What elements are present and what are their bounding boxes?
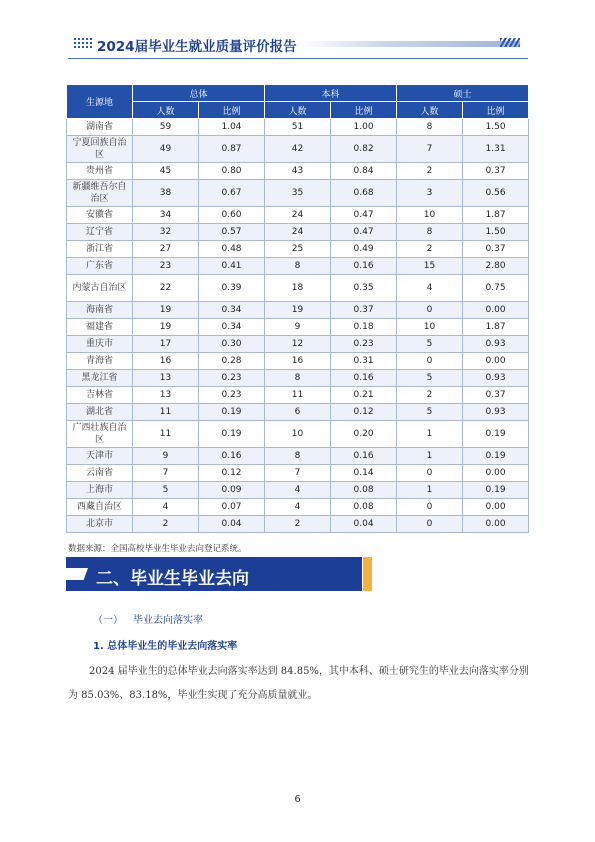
subheader-ratio: 比例 [199,102,265,119]
table-row [67,119,529,136]
ratio-cell: 0.00 [463,302,529,319]
ratio-cell: 1.00 [331,119,397,136]
region-cell: 新疆维吾尔自治区 [67,180,133,207]
count-cell: 42 [265,136,331,163]
banner-accent [363,557,372,591]
ratio-cell: 0.00 [463,465,529,482]
header-group-master: 硕士 [397,85,529,102]
ratio-cell: 0.07 [199,499,265,516]
ratio-cell: 0.19 [463,482,529,499]
ratio-cell: 0.16 [331,258,397,275]
count-cell: 2 [265,516,331,533]
body-paragraph: 2024 届毕业生的总体毕业去向落实率达到 84.85%，其中本科、硕士研究生的毕业去向落实率分别为 85.03%、83.18%，毕业生实现了充分高质量就业。 [68,666,529,701]
table-row [67,448,529,465]
header-region: 生源地 [67,85,133,119]
subheader-count: 人数 [133,102,199,119]
region-cell: 重庆市 [67,336,133,353]
ratio-cell: 0.68 [331,180,397,207]
count-cell: 19 [265,302,331,319]
table-row [67,224,529,241]
count-cell: 2 [397,241,463,258]
header-group-total: 总体 [133,85,265,102]
source-note: 数据来源：全国高校毕业生毕业去向登记系统。 [68,544,247,554]
ratio-cell: 2.80 [463,258,529,275]
region-cell: 安徽省 [67,207,133,224]
ratio-cell: 0.47 [331,207,397,224]
count-cell: 19 [133,319,199,336]
table-row [67,387,529,404]
ratio-cell: 0.30 [199,336,265,353]
ratio-cell: 0.12 [199,465,265,482]
ratio-cell: 0.39 [199,275,265,302]
count-cell: 23 [133,258,199,275]
count-cell: 22 [133,275,199,302]
region-cell: 广西壮族自治区 [67,421,133,448]
ratio-cell: 0.00 [463,499,529,516]
ratio-cell: 0.93 [463,370,529,387]
table-body [67,119,529,533]
table-row [67,319,529,336]
count-cell: 4 [265,499,331,516]
count-cell: 0 [397,353,463,370]
ratio-cell: 0.04 [199,516,265,533]
count-cell: 11 [133,404,199,421]
ratio-cell: 0.93 [463,404,529,421]
count-cell: 0 [397,302,463,319]
count-cell: 13 [133,387,199,404]
count-cell: 16 [265,353,331,370]
count-cell: 9 [133,448,199,465]
ratio-cell: 0.16 [331,370,397,387]
section-title: 二、毕业生毕业去向 [96,569,249,589]
ratio-cell: 0.82 [331,136,397,163]
table-row [67,499,529,516]
ratio-cell: 0.18 [331,319,397,336]
count-cell: 24 [265,224,331,241]
ratio-cell: 0.67 [199,180,265,207]
dot-grid-icon [73,37,93,49]
count-cell: 1 [397,482,463,499]
region-cell: 浙江省 [67,241,133,258]
subsection-title: 毕业去向落实率 [133,615,203,626]
page-number: 6 [294,794,301,805]
ratio-cell: 1.04 [199,119,265,136]
count-cell: 5 [133,482,199,499]
ratio-cell: 1.87 [463,319,529,336]
ratio-cell: 0.19 [463,421,529,448]
ratio-cell: 1.87 [463,207,529,224]
count-cell: 2 [397,163,463,180]
table-row [67,516,529,533]
header-stripes-icon [500,38,520,47]
subheader-ratio: 比例 [331,102,397,119]
region-cell: 广东省 [67,258,133,275]
page-header [0,0,595,62]
region-cell: 湖南省 [67,119,133,136]
ratio-cell: 1.31 [463,136,529,163]
region-cell: 内蒙古自治区 [67,275,133,302]
ratio-cell: 0.37 [331,302,397,319]
region-cell: 北京市 [67,516,133,533]
count-cell: 35 [265,180,331,207]
count-cell: 5 [397,336,463,353]
ratio-cell: 0.84 [331,163,397,180]
count-cell: 8 [265,258,331,275]
subheader-count: 人数 [397,102,463,119]
ratio-cell: 0.19 [199,404,265,421]
table-row [67,241,529,258]
count-cell: 19 [133,302,199,319]
subheader-count: 人数 [265,102,331,119]
ratio-cell: 0.34 [199,319,265,336]
count-cell: 51 [265,119,331,136]
ratio-cell: 0.04 [331,516,397,533]
ratio-cell: 0.31 [331,353,397,370]
region-cell: 吉林省 [67,387,133,404]
region-cell: 宁夏回族自治区 [67,136,133,163]
subsection-heading [93,611,203,626]
region-cell: 辽宁省 [67,224,133,241]
table-row [67,275,529,302]
region-cell: 青海省 [67,353,133,370]
count-cell: 8 [265,370,331,387]
ratio-cell: 0.23 [199,387,265,404]
count-cell: 4 [397,275,463,302]
table-row [67,136,529,163]
region-cell: 黑龙江省 [67,370,133,387]
count-cell: 0 [397,465,463,482]
count-cell: 17 [133,336,199,353]
count-cell: 45 [133,163,199,180]
count-cell: 15 [397,258,463,275]
count-cell: 3 [397,180,463,207]
ratio-cell: 0.00 [463,516,529,533]
table-row [67,465,529,482]
region-cell: 西藏自治区 [67,499,133,516]
count-cell: 8 [397,119,463,136]
count-cell: 24 [265,207,331,224]
ratio-cell: 0.37 [463,241,529,258]
region-cell: 福建省 [67,319,133,336]
ratio-cell: 0.93 [463,336,529,353]
ratio-cell: 0.14 [331,465,397,482]
ratio-cell: 0.09 [199,482,265,499]
ratio-cell: 0.08 [331,482,397,499]
count-cell: 10 [397,319,463,336]
table-row [67,302,529,319]
ratio-cell: 1.50 [463,119,529,136]
count-cell: 12 [265,336,331,353]
region-cell: 云南省 [67,465,133,482]
ratio-cell: 0.23 [331,336,397,353]
table-row [67,336,529,353]
region-cell: 海南省 [67,302,133,319]
count-cell: 10 [397,207,463,224]
ratio-cell: 0.12 [331,404,397,421]
ratio-cell: 0.28 [199,353,265,370]
count-cell: 34 [133,207,199,224]
ratio-cell: 0.08 [331,499,397,516]
subsection-number: （一） [93,615,123,626]
count-cell: 43 [265,163,331,180]
ratio-cell: 1.50 [463,224,529,241]
ratio-cell: 0.16 [331,448,397,465]
ratio-cell: 0.19 [199,421,265,448]
ratio-cell: 0.75 [463,275,529,302]
count-cell: 1 [397,448,463,465]
count-cell: 4 [265,482,331,499]
ratio-cell: 0.87 [199,136,265,163]
region-cell: 贵州省 [67,163,133,180]
count-cell: 38 [133,180,199,207]
count-cell: 4 [133,499,199,516]
table-row [67,370,529,387]
ratio-cell: 0.19 [463,448,529,465]
count-cell: 9 [265,319,331,336]
ratio-cell: 0.34 [199,302,265,319]
region-cell: 上海市 [67,482,133,499]
count-cell: 0 [397,499,463,516]
count-cell: 0 [397,516,463,533]
ratio-cell: 0.23 [199,370,265,387]
count-cell: 59 [133,119,199,136]
ratio-cell: 0.56 [463,180,529,207]
count-cell: 1 [397,421,463,448]
header-group-undergrad: 本科 [265,85,397,102]
count-cell: 10 [265,421,331,448]
count-cell: 49 [133,136,199,163]
header-decoration-bar [300,41,520,47]
region-cell: 湖北省 [67,404,133,421]
count-cell: 7 [133,465,199,482]
count-cell: 2 [397,387,463,404]
count-cell: 6 [265,404,331,421]
subheader-ratio: 比例 [463,102,529,119]
count-cell: 27 [133,241,199,258]
ratio-cell: 0.16 [199,448,265,465]
ratio-cell: 0.49 [331,241,397,258]
table-row [67,404,529,421]
count-cell: 25 [265,241,331,258]
table-row [67,258,529,275]
report-title: 2024届毕业生就业质量评价报告 [97,39,297,55]
origin-table [66,84,529,533]
ratio-cell: 0.80 [199,163,265,180]
region-cell: 天津市 [67,448,133,465]
count-cell: 7 [265,465,331,482]
table-row [67,207,529,224]
count-cell: 2 [133,516,199,533]
section-banner [66,557,372,591]
table-row [67,353,529,370]
count-cell: 5 [397,370,463,387]
ratio-cell: 0.21 [331,387,397,404]
ratio-cell: 0.41 [199,258,265,275]
ratio-cell: 0.20 [331,421,397,448]
count-cell: 32 [133,224,199,241]
table-row [67,180,529,207]
count-cell: 11 [133,421,199,448]
count-cell: 13 [133,370,199,387]
table-row [67,421,529,448]
ratio-cell: 0.48 [199,241,265,258]
ratio-cell: 0.47 [331,224,397,241]
subsubsection-heading: 1. 总体毕业生的毕业去向落实率 [93,641,238,652]
ratio-cell: 0.57 [199,224,265,241]
count-cell: 11 [265,387,331,404]
count-cell: 16 [133,353,199,370]
count-cell: 8 [397,224,463,241]
ratio-cell: 0.35 [331,275,397,302]
count-cell: 5 [397,404,463,421]
header-divider [68,58,528,59]
count-cell: 8 [265,448,331,465]
ratio-cell: 0.37 [463,387,529,404]
ratio-cell: 0.00 [463,353,529,370]
ratio-cell: 0.37 [463,163,529,180]
ratio-cell: 0.60 [199,207,265,224]
table-row [67,482,529,499]
table-row [67,163,529,180]
count-cell: 18 [265,275,331,302]
count-cell: 7 [397,136,463,163]
